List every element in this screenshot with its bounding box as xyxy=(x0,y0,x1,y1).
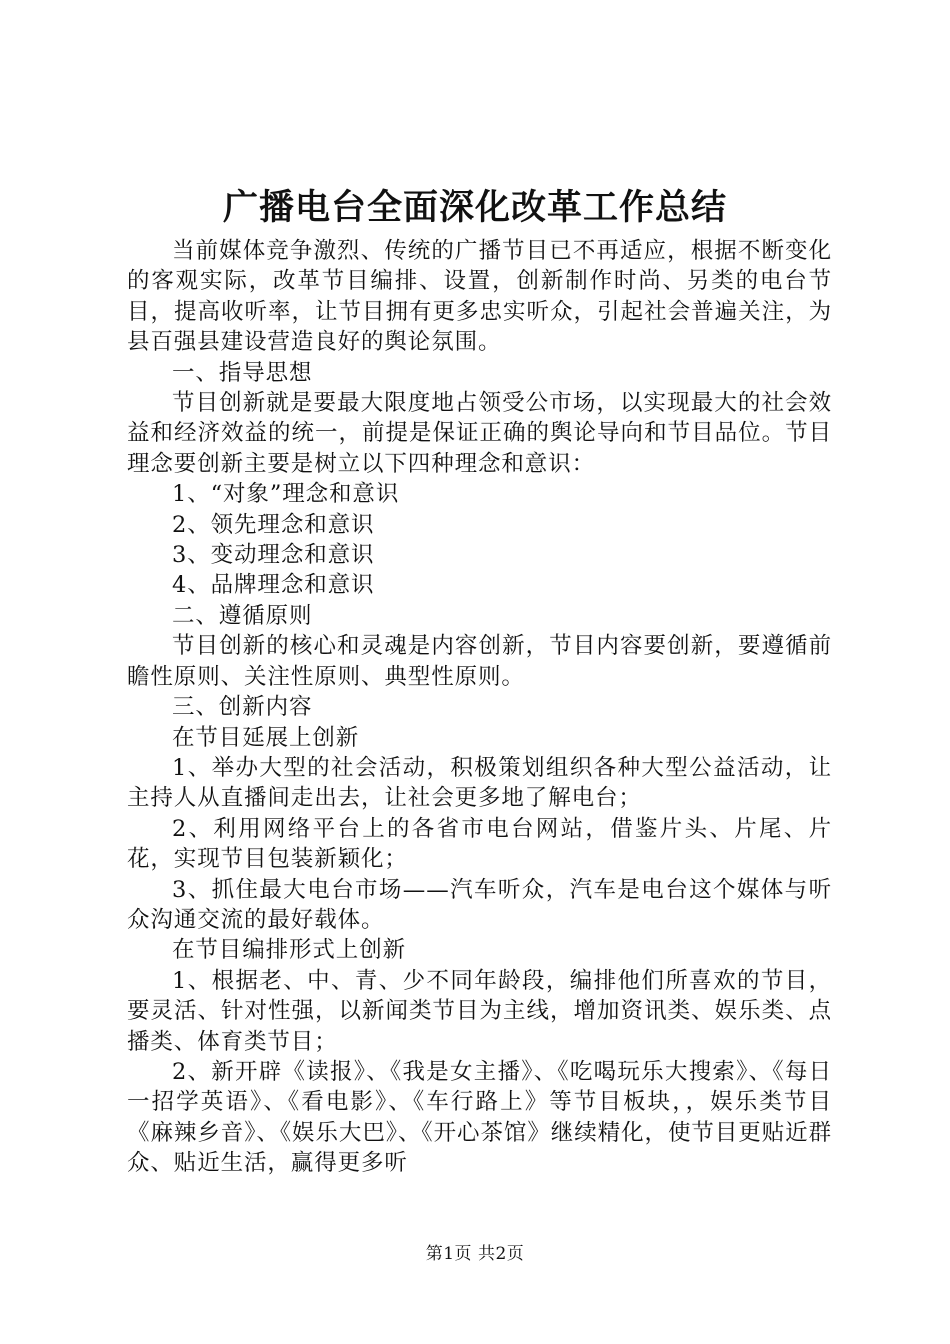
paragraph-intro: 当前媒体竞争激烈、传统的广播节目已不再适应，根据不断变化的客观实际，改革节目编排、设置，创新制作时尚、另类的电台节目，提高收听率，让节目拥有更多忠实听众，引起社会普遍关注，为县百强县建设营造良好的舆论氛围。 xyxy=(127,238,832,356)
list-item-concept-2: 2、领先理念和意识 xyxy=(172,511,375,538)
section-heading-guiding-thought: 一、指导思想 xyxy=(172,359,313,386)
list-item-extension-1: 1、举办大型的社会活动，积极策划组织各种大型公益活动，让主持人从直播间走出去，让社会更多地了解电台； xyxy=(127,754,832,812)
page-title: 广播电台全面深化改革工作总结 xyxy=(222,187,727,228)
subheading-program-extension: 在节目延展上创新 xyxy=(172,724,360,751)
list-item-scheduling-2: 2、新开辟《读报》、《我是女主播》、《吃喝玩乐大搜索》、《每日一招学英语》、《看电影》、《车行路上》等节目板块，，娱乐类节目《麻辣乡音》、《娱乐大巴》、《开心茶馆》继续精化，使节目更贴近群众、贴近生活，赢得更多听 xyxy=(127,1058,832,1177)
subheading-program-scheduling: 在节目编排形式上创新 xyxy=(172,937,407,964)
list-item-concept-1: 1、“对象”理念和意识 xyxy=(172,481,400,508)
list-item-extension-3: 3、抓住最大电台市场——汽车听众，汽车是电台这个媒体与听众沟通交流的最好载体。 xyxy=(127,876,832,933)
document-body xyxy=(127,236,832,1179)
list-item-scheduling-1: 1、根据老、中、青、少不同年龄段，编排他们所喜欢的节目，要灵活、针对性强，以新闻类节目为主线，增加资讯类、娱乐类、点播类、体育类节目； xyxy=(127,967,832,1055)
list-item-concept-3: 3、变动理念和意识 xyxy=(172,542,375,569)
list-item-concept-4: 4、品牌理念和意识 xyxy=(172,572,375,599)
paragraph-principles: 节目创新的核心和灵魂是内容创新，节目内容要创新，要遵循前瞻性原则、关注性原则、典型性原则。 xyxy=(127,633,832,690)
list-item-extension-2: 2、利用网络平台上的各省市电台网站，借鉴片头、片尾、片花，实现节目包装新颖化； xyxy=(127,815,832,873)
section-heading-innovation-content: 三、创新内容 xyxy=(172,694,313,721)
page-number-footer: 第1页 共2页 xyxy=(425,1244,525,1264)
paragraph-guiding-thought: 节目创新就是要最大限度地占领受公市场，以实现最大的社会效益和经济效益的统一，前提是保证正确的舆论导向和节目品位。节目理念要创新主要是树立以下四种理念和意识： xyxy=(127,390,832,477)
section-heading-principles: 二、遵循原则 xyxy=(172,602,313,629)
